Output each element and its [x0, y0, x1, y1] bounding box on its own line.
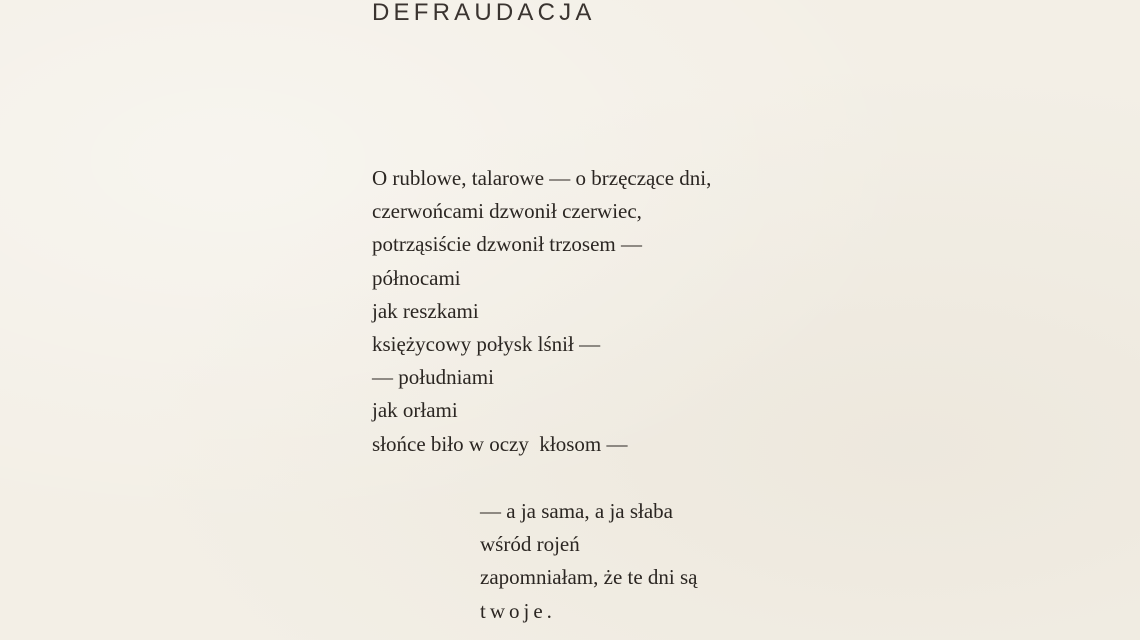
poem-line: O rublowe, talarowe — o brzęczące dni,	[372, 166, 712, 190]
poem-line: księżycowy połysk lśnił —	[372, 332, 601, 357]
poem-line: słońce biło w oczy kłosom —	[372, 431, 628, 456]
poem-line: jak reszkami	[372, 298, 479, 323]
poem-line: — a ja sama, a ja słaba	[480, 499, 673, 523]
poem-line: potrząsiście dzwonił trzosem —	[372, 232, 643, 257]
poem-line: czerwońcami dzwonił czerwiec,	[372, 199, 642, 224]
poem-line: północami	[372, 265, 461, 290]
poem-line: zapomniałam, że te dni są	[480, 565, 698, 590]
stanza-first	[372, 162, 711, 461]
poem-line-emphasized: twoje.	[480, 598, 556, 623]
poem-title: DEFRAUDACJA	[372, 0, 596, 26]
poem-line: wśród rojeń	[480, 532, 580, 557]
stanza-second	[480, 495, 698, 628]
poem-line: — południami	[372, 365, 494, 390]
poem-line: jak orłami	[372, 398, 458, 423]
